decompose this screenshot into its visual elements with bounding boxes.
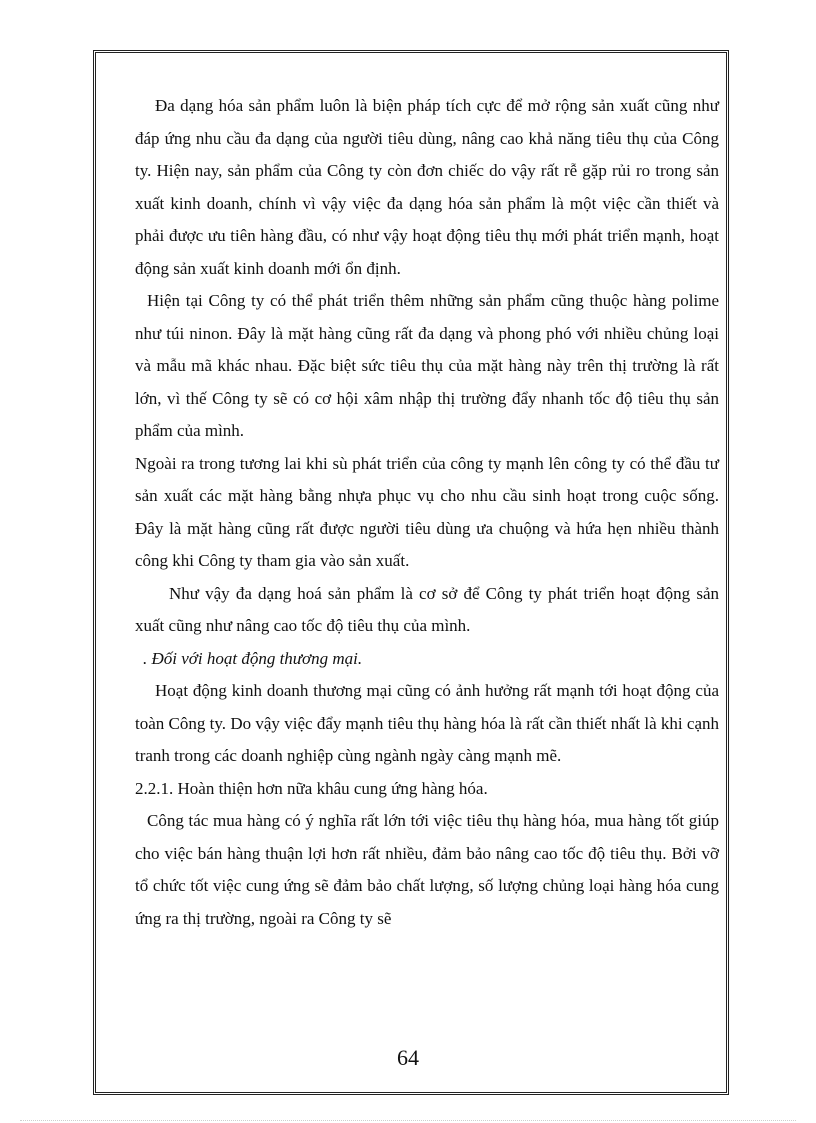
paragraph-plastic-products: Ngoài ra trong tương lai khi sù phát triển của công ty mạnh lên công ty có thể đầu tư sản xuất các mặt hàng bằng nhựa phục vụ cho nhu cầu sinh hoạt trong cuộc sống. Đây là mặt hàng cũng rất được người tiêu dùng ưa chuộng và hứa hẹn nhiều thành công khi Công ty tham gia vào sản xuất. bbox=[135, 453, 719, 570]
subheading-commercial-activity: . Đối với hoạt động thương mại. bbox=[143, 648, 363, 668]
paragraph-polymer-products: Hiện tại Công ty có thể phát triển thêm những sản phẩm cũng thuộc hàng polime như túi ninon. Đây là mặt hàng cũng rất đa dạng và phong phó với nhiều chủng loại và mẫu mã khác nhau. Đặc biệt sức tiêu thụ của mặt hàng này trên thị trường là rất lớn, vì thế Công ty sẽ có cơ hội xâm nhập thị trường đẩy nhanh tốc độ tiêu thụ sản phẩm của mình. bbox=[135, 291, 719, 440]
document-body bbox=[135, 90, 719, 935]
paragraph-diversification-summary: Như vậy đa dạng hoá sản phẩm là cơ sở để Công ty phát triển hoạt động sản xuất cũng như nâng cao tốc độ tiêu thụ của mình. bbox=[135, 583, 719, 635]
paragraph-commercial-activity: Hoạt động kinh doanh thương mại cũng có ảnh hưởng rất mạnh tới hoạt động của toàn Công ty. Do vậy việc đẩy mạnh tiêu thụ hàng hóa là rất cần thiết nhất là khi cạnh tranh trong các doanh nghiệp cùng ngành ngày càng mạnh mẽ. bbox=[135, 681, 719, 765]
paragraph-product-diversification: Đa dạng hóa sản phẩm luôn là biện pháp tích cực để mở rộng sản xuất cũng như đáp ứng nhu cầu đa dạng của người tiêu dùng, nâng cao khả năng tiêu thụ của Công ty. Hiện nay, sản phẩm của Công ty còn đơn chiếc do vậy rất rễ gặp rủi ro trong sản xuất kinh doanh, chính vì vậy việc đa dạng hóa sản phẩm là một việc cần thiết và phải được ưu tiên hàng đầu, có như vậy hoạt động tiêu thụ mới phát triển mạnh, hoạt động sản xuất kinh doanh mới ổn định. bbox=[135, 96, 719, 278]
bottom-dotted-rule bbox=[20, 1120, 796, 1121]
paragraph-purchasing: Công tác mua hàng có ý nghĩa rất lớn tới việc tiêu thụ hàng hóa, mua hàng tốt giúp cho việc bán hàng thuận lợi hơn rất nhiều, đảm bảo nâng cao tốc độ tiêu thụ. Bởi vỡ tổ chức tốt việc cung ứng sẽ đảm bảo chất lượng, số lượng chủng loại hàng hóa cung ứng ra thị trường, ngoài ra Công ty sẽ bbox=[135, 811, 719, 928]
section-heading-2-2-1: 2.2.1. Hoàn thiện hơn nữa khâu cung ứng hàng hóa. bbox=[135, 778, 488, 798]
page-number: 64 bbox=[397, 1045, 419, 1070]
